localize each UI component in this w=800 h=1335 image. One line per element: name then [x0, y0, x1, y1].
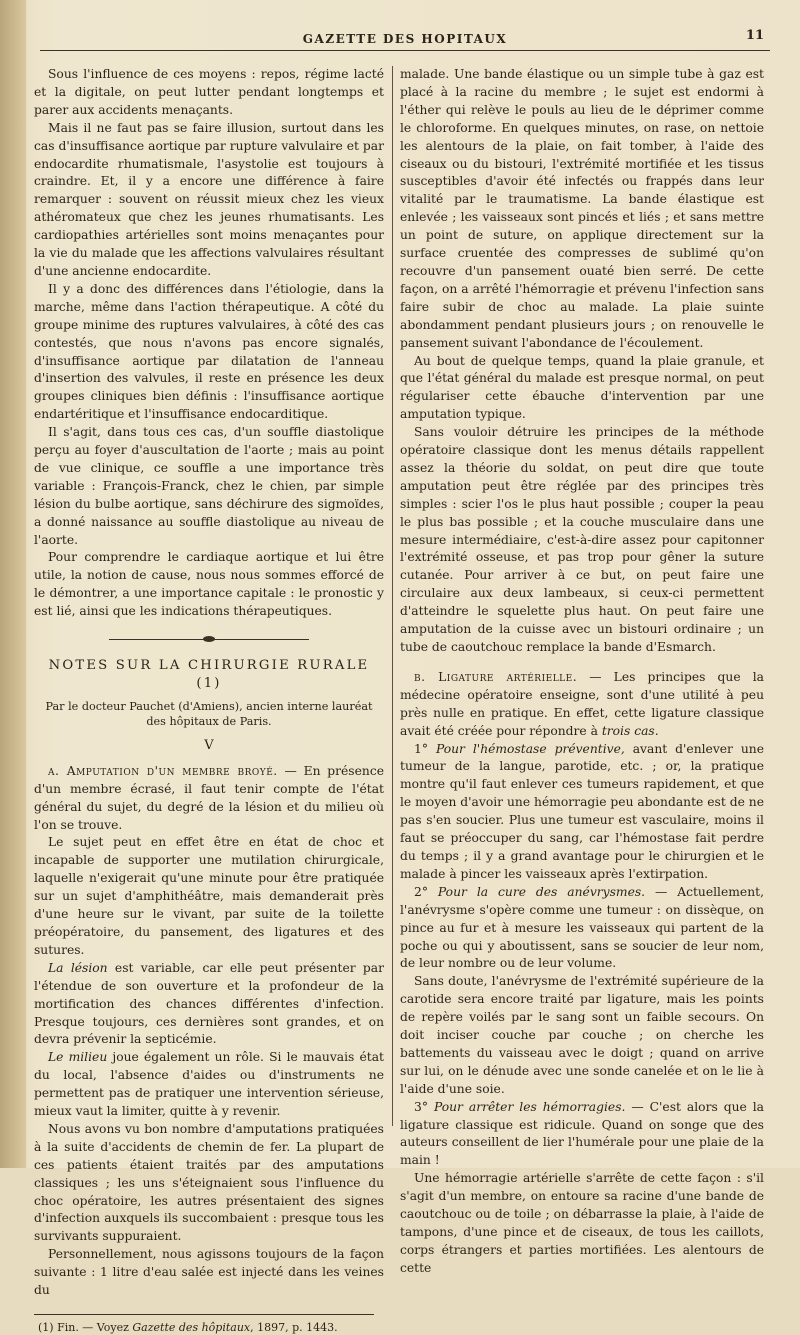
subsection-a — [34, 763, 384, 835]
binding-gutter — [0, 0, 26, 1168]
paragraph: Sous l'influence de ces moyens : repos, régime lacté et la digitale, on peut lutter pendant longtemps et parer aux accidents menaçants. — [34, 67, 384, 117]
paragraph: Sans doute, l'anévrysme de l'extrémité supérieure de la carotide sera encore traité par ligature, mais les points de repère voilés par le sang sont un faible secours. On doit inciser couche par couche ; on cherche les battements du vaisseau avec le doigt ; quand on arrive sur lui, on le dénude avec une sonde canelée et on le lie à l'aide d'une soie. — [400, 974, 764, 1096]
numbered-case-1 — [400, 741, 764, 884]
case-text: — C'est alors que la ligature classique est ridicule. Quand on songe que des auteurs conseillent de lier l'humérale pour une plaie de la main ! — [400, 1099, 764, 1168]
italic-term: La lésion — [48, 960, 108, 975]
numbered-case-2 — [400, 884, 764, 974]
paragraph: Il s'agit, dans tous ces cas, d'un souffle diastolique perçu au foyer d'auscultation de l'aorte ; mais au point de vue clinique, ce souffle a une importance très variable : François-Franck, chez le chien, par simple lésion du bulbe aortique, sans déchirure des sigmoïdes, a donné naissance au souffle diastolique au niveau de l'aorte. — [34, 425, 384, 547]
numbered-case-3 — [400, 1099, 764, 1171]
paragraph: Une hémorragie artérielle s'arrête de cette façon : s'il s'agit d'un membre, on entoure sa racine d'une bande de caoutchouc ou de toile ; on débarrasse la plaie, à l'aide de tampons, d'une pince et de ciseaux, de tous les caillots, corps étrangers et parties mortifiées. Les alentours de cette — [400, 1171, 764, 1275]
paragraph: Sans vouloir détruire les principes de la méthode opératoire classique dont les menus détails rappellent assez la théorie du soldat, on peut dire que toute amputation peut être réglée par des principes très simples : scier l'os le plus haut possible ; couper la peau le plus bas possible ; et la couche musculaire dans une mesure intermédiaire, c'est-à-dire assez pour capitonner l'extrémité osseuse, et pas trop pour gêner la suture cutanée. Pour arriver à ce but, on peut faire une circulaire aux deux lambeaux, si ceux-ci permettent d'atteindre le squelette plus haut. On peut faire une amputation de la cuisse avec un bistouri ordinaire ; un tube de caoutchouc remplace la bande d'Esmarch. — [400, 425, 764, 654]
paragraph — [34, 960, 384, 1050]
paragraph: Pour comprendre le cardiaque aortique et lui être utile, la notion de cause, nous nous sommes efforcé de le démontrer, a une importance capitale : le pronostic y est lié, ainsi que les indications thérapeutiques. — [34, 550, 384, 619]
italic-term: trois cas. — [601, 723, 659, 738]
footnote-ref: , 1897, p. 1443. — [250, 1321, 338, 1334]
paragraph-text: joue également un rôle. Si le mauvais état du local, l'absence d'aides ou d'instruments ne permettent pas de pratiquer une intervention sérieuse, mieux vaut la limiter, quitte à y revenir. — [34, 1050, 385, 1119]
paragraph: malade. Une bande élastique ou un simple tube à gaz est placé à la racine du membre ; le sujet est endormi à l'éther qui relève le pouls au lieu de le déprimer comme le chloroforme. En quelques minutes, on rase, on nettoie les alentours de la plaie, on fait tomber, à l'aide des ciseaux ou du bistouri, l'extrémité mortifiée et les tissus susceptibles d'avoir été infectés ou frappés dans leur vitalité par le traumatisme. La bande élastique est enlevée ; les vaisseaux sont pincés et liés ; et sans mettre un point de suture, on applique directement sur la surface cruentée des compresses de sublimé qu'on recouvre d'un pansement ouaté bien serré. De cette façon, on a arrêté l'hémorragie et prévenu l'infection sans faire subir de choc au malade. La plaie suinte abondamment pendant plusieurs jours ; on renouvelle le pansement suivant l'abondance de l'écoulement. — [400, 67, 764, 350]
subsection-b — [400, 669, 764, 741]
paragraph: Il y a donc des différences dans l'étiologie, dans la marche, même dans l'action thérapeutique. A côté du groupe minime des ruptures valvulaires, à côté des cas contestés, que nous n'avons pas encore signalés, d'insuffisance aortique par dilatation de l'anneau d'insertion des valvules, il reste en présence les deux groupes cliniques bien définis : l'insuffisance aortique endartéritique et l'insuffisance endocarditique. — [34, 281, 384, 422]
case-number: 2° — [414, 884, 438, 899]
running-title: GAZETTE DES HOPITAUX — [302, 32, 508, 46]
page-number: 11 — [745, 28, 764, 43]
case-heading: Pour arrêter les hémorragies. — [433, 1099, 626, 1114]
footnote — [34, 1321, 384, 1335]
section-ornament-divider — [109, 635, 309, 645]
paragraph — [34, 1049, 384, 1121]
case-number: 3° — [414, 1099, 434, 1114]
case-heading: Pour la cure des anévrysmes. — [437, 884, 646, 899]
paragraph: Mais il ne faut pas se faire illusion, surtout dans les cas d'insuffisance aortique par rupture valvulaire et par endocardite rhumatismale, l'asystolie est toujours à craindre. Et, il y a encore une différence à faire remarquer : souvent on réussit mieux chez les vieux athéromateux que chez les jeunes rhumatisants. Les cardiopathies artérielles sont moins menaçantes pour la vie du malade que les affections valvulaires résultant d'une ancienne endocardite. — [34, 120, 384, 278]
right-column — [400, 66, 764, 1278]
paragraph: Personnellement, nous agissons toujours de la façon suivante : 1 litre d'eau salée est injecté dans les veines du — [34, 1247, 384, 1298]
subsection-heading: b. Ligature artérielle. — [414, 669, 578, 684]
subsection-heading: a. Amputation d'un membre broyé. — [48, 763, 278, 778]
article-part-number: V — [204, 737, 214, 753]
case-heading: Pour l'hémostase préventive, — [435, 741, 625, 756]
paragraph: Le sujet peut en effet être en état de choc et incapable de supporter une mutilation chirurgicale, laquelle n'exigerait qu'une minute pour être pratiquée sur un sujet d'amphithéâtre, mais demanderait près d'une heure sur le vivant, par suite de la toilette préopératoire, du pansement, des ligatures et des sutures. — [34, 835, 384, 957]
column-divider — [392, 66, 393, 1126]
case-text: avant d'enlever une tumeur de la langue, parotide, etc. ; or, la pratique montre qu'il faut enlever ces tumeurs rapidement, et que le moyen d'avoir une hémorragie peu abondante est de ne pas s'en soucier. Plus une tumeur est vasculaire, moins il faut se préoccuper du sang, car l'hémostase fait perdre du temps ; il y a grand avantage pour le chirurgien et le malade à pincer les vaisseaux après l'extirpation. — [400, 741, 764, 881]
subsection-text: — En présence d'un membre écrasé, il faut tenir compte de l'état général du sujet, du degré de la lésion et du milieu où l'on se trouve. — [34, 763, 384, 832]
subsection-text: — Les principes que la médecine opératoire enseigne, sont d'une utilité à peu près nulle en pratique. En effet, cette ligature classique avait été créée pour répondre à — [400, 669, 764, 738]
footnote-rule — [34, 1314, 374, 1315]
article-byline: Par le docteur Pauchet (d'Amiens), ancien interne lauréat des hôpitaux de Paris. — [45, 699, 373, 728]
paragraph: Nous avons vu bon nombre d'amputations pratiquées à la suite d'accidents de chemin de fer. La plupart de ces patients étaient traités par des amputations classiques ; les uns s'éteignaient sous l'influence du choc opératoire, les autres présentaient des signes d'infection auxquels ils succombaient : presque tous les survivants suppuraient. — [34, 1121, 384, 1244]
case-number: 1° — [414, 741, 436, 756]
footnote-journal: Gazette des hôpitaux — [132, 1321, 251, 1334]
case-text: — Actuellement, l'anévrysme s'opère comme une tumeur : on dissèque, on pince au fur et à mesure les vaisseaux qui partent de la poche ou qui y aboutissent, sans se soucier de leur nom, de leur nombre ou de leur volume. — [400, 884, 764, 971]
paragraph: Au bout de quelque temps, quand la plaie granule, et que l'état général du malade est presque normal, on peut régulariser cette ébauche d'intervention par une amputation typique. — [400, 353, 764, 422]
footnote-text: (1) Fin. — Voyez — [38, 1321, 133, 1334]
article-title: NOTES SUR LA CHIRURGIE RURALE (1) — [48, 658, 370, 691]
paragraph-text: est variable, car elle peut présenter par l'étendue de son ouverture et la profondeur de la mortification des chances différentes d'infection. Presque toujours, ces dernières sont grandes, et on devra prévenir la septicémie. — [34, 960, 384, 1047]
italic-term: Le milieu — [48, 1050, 108, 1065]
page-header — [40, 30, 770, 51]
left-column — [34, 66, 384, 1335]
